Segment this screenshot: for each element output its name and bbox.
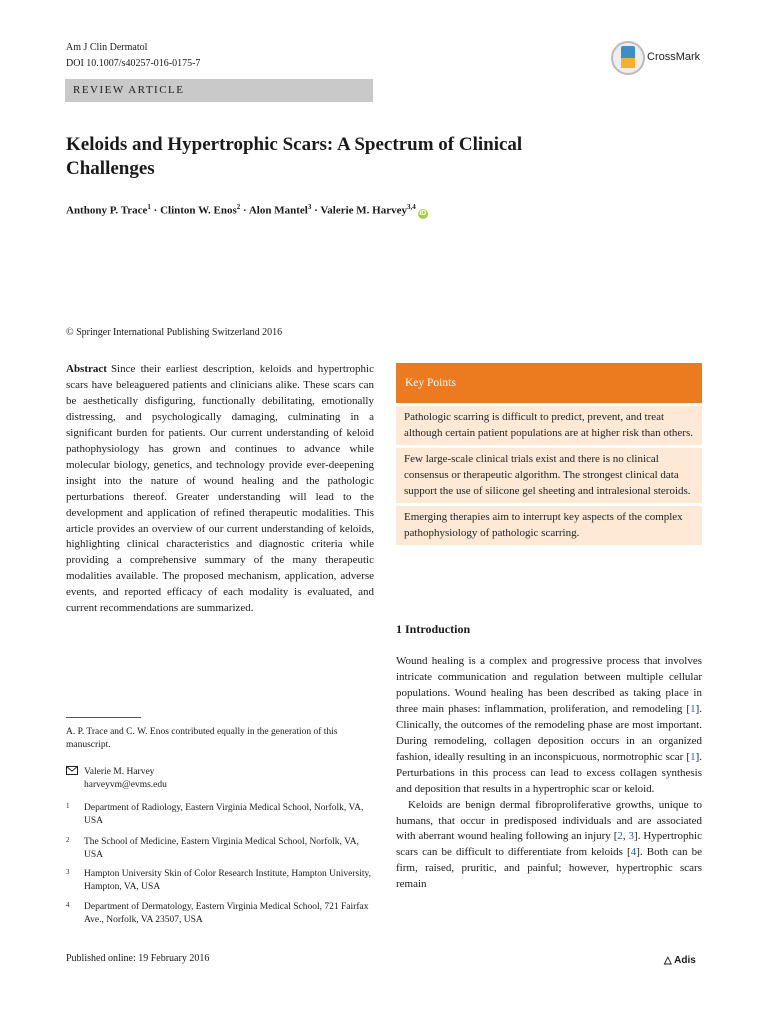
text-run: , (622, 830, 629, 843)
section-heading-introduction: 1 Introduction (396, 622, 471, 636)
author-list: Anthony P. Trace$^1$ · Clinton W. Enos$^2$ · Alon Mantel$^3$ · Valerie M. Harvey$^{3,4}$iD (66, 203, 427, 217)
citation-link[interactable]: 1 (690, 750, 696, 763)
citation-link[interactable]: 1 (690, 702, 696, 715)
author-affiliation-mark: 3,4 (406, 203, 416, 211)
introduction-body (396, 654, 702, 893)
key-points-heading: Key Points (396, 363, 702, 403)
key-point: Pathologic scarring is difficult to predict, prevent, and treat although certain patient populations are at higher risk than others. (396, 406, 702, 445)
copyright-notice: © Springer International Publishing Switzerland 2016 (66, 327, 283, 338)
crossmark-badge[interactable] (610, 38, 705, 78)
published-date: Published online: 19 February 2016 (66, 953, 210, 964)
doi[interactable]: DOI 10.1007/s40257-016-0175-7 (66, 58, 201, 69)
affiliation-text: Department of Radiology, Eastern Virginia Medical School, Norfolk, VA, USA (84, 803, 364, 826)
citation-link[interactable]: 3 (628, 830, 635, 843)
publisher-name: Adis (674, 955, 696, 966)
journal-header (66, 40, 200, 72)
author-name[interactable]: Valerie M. Harvey (320, 204, 407, 217)
citation-link[interactable]: 4 (630, 846, 637, 859)
affiliation-number: 3 (66, 868, 70, 876)
text-run: ]. Both can be firm, raised, pruritic, and painful; however, hypertrophic scars remain (396, 846, 702, 891)
author-name[interactable]: Clinton W. Enos (160, 204, 237, 217)
text-run: ]. Perturbations in this process can lead to excess collagen synthesis and deposition that results in a hypertrophic scar or keloid. (396, 750, 702, 795)
affiliation-text: Department of Dermatology, Eastern Virginia Medical School, 721 Fairfax Ave., Norfolk, VA 23507, USA (84, 902, 369, 925)
abstract-label: Abstract (66, 363, 107, 375)
key-points-box (396, 363, 702, 545)
contact-email[interactable]: harveyvm@evms.edu (84, 780, 167, 790)
contact-name: Valerie M. Harvey (84, 767, 155, 777)
publisher-logo (664, 955, 696, 966)
text-run: Wound healing is a complex and progressive process that involves intricate communication and regulation between multiple cellular populations. Wound healing has been described as taking place in three main phases: inflammation, proliferation, and remodeling [ (396, 655, 702, 715)
affiliation-text: The School of Medicine, Eastern Virginia Medical School, Norfolk, VA, USA (84, 837, 359, 860)
author-affiliation-mark: 3 (307, 203, 312, 211)
footnote-divider (66, 717, 141, 718)
abstract (66, 362, 374, 617)
adis-triangle-icon: △ (664, 955, 672, 966)
paragraph (396, 798, 702, 894)
author-affiliation-mark: 2 (236, 203, 241, 211)
affiliation-number: 4 (66, 901, 70, 909)
text-run: Keloids are benign dermal fibroproliferative growths, unique to humans, that occur in predisposed individuals and are associated with aberrant wound healing following an injury [ (396, 798, 702, 843)
crossmark-icon (610, 38, 646, 78)
affiliation-text: Hampton University Skin of Color Research Institute, Hampton University, Hampton, VA, USA (84, 869, 371, 892)
title-line-2: Challenges (66, 158, 155, 179)
key-point: Few large-scale clinical trials exist and there is no clinical consensus or therapeutic algorithm. The strongest clinical data support the use of silicone gel sheeting and intralesional steroids. (396, 448, 702, 503)
author-name[interactable]: Anthony P. Trace (66, 204, 148, 217)
orcid-icon[interactable]: iD (419, 209, 427, 217)
citation-link[interactable]: 2 (617, 830, 623, 843)
equal-contribution-footnote: A. P. Trace and C. W. Enos contributed equally in the generation of this manuscript. (66, 727, 338, 750)
article-type-banner: REVIEW ARTICLE (65, 79, 373, 102)
title-line-1: Keloids and Hypertrophic Scars: A Spectrum of Clinical (66, 134, 523, 155)
abstract-text: Since their earliest description, keloids and hypertrophic scars have beleaguered patients and clinicians alike. These scars can be aesthetically disfiguring, functionally debilitating, emotionally distressing, and psychologically damaging, culminating in a significant burden for patients. Our current understanding of keloid pathophysiology has grown and continues to advance while molecular biology, genetics, and technology provide ever-deepening insight into the nature of wound healing and the pathologic perturbations thereof. Greater understanding will lead to the development and application of refined therapeutic modalities. This article provides an overview of our current understanding of keloids, highlighting clinical characteristics and diagnostic criteria while providing a comprehensive summary of the many therapeutic modalities available. The proposed mechanism, application, adverse events, and reported efficacy of each modality is evaluated, and current recommendations are summarized. (66, 363, 374, 615)
affiliation-number: 1 (66, 802, 70, 810)
text-run: ]. Hypertrophic scars can be difficult to differentiate from keloids [ (396, 830, 702, 859)
envelope-icon (66, 766, 78, 780)
paragraph (396, 654, 702, 798)
key-point: Emerging therapies aim to interrupt key aspects of the complex pathophysiology of pathologic scarring. (396, 506, 702, 545)
affiliation-number: 2 (66, 836, 70, 844)
author-affiliation-mark: 1 (147, 203, 151, 211)
article-title (66, 133, 626, 181)
text-run: ]. Clinically, the outcomes of the remodeling phase are most important. During remodeling, collagen deposition occurs in an organized fashion, ideally resulting in an inconspicuous, normotrophic scar [ (396, 702, 702, 763)
journal-name: Am J Clin Dermatol (66, 42, 148, 53)
author-name[interactable]: Alon Mantel (248, 204, 308, 217)
crossmark-label: CrossMark (647, 51, 701, 63)
